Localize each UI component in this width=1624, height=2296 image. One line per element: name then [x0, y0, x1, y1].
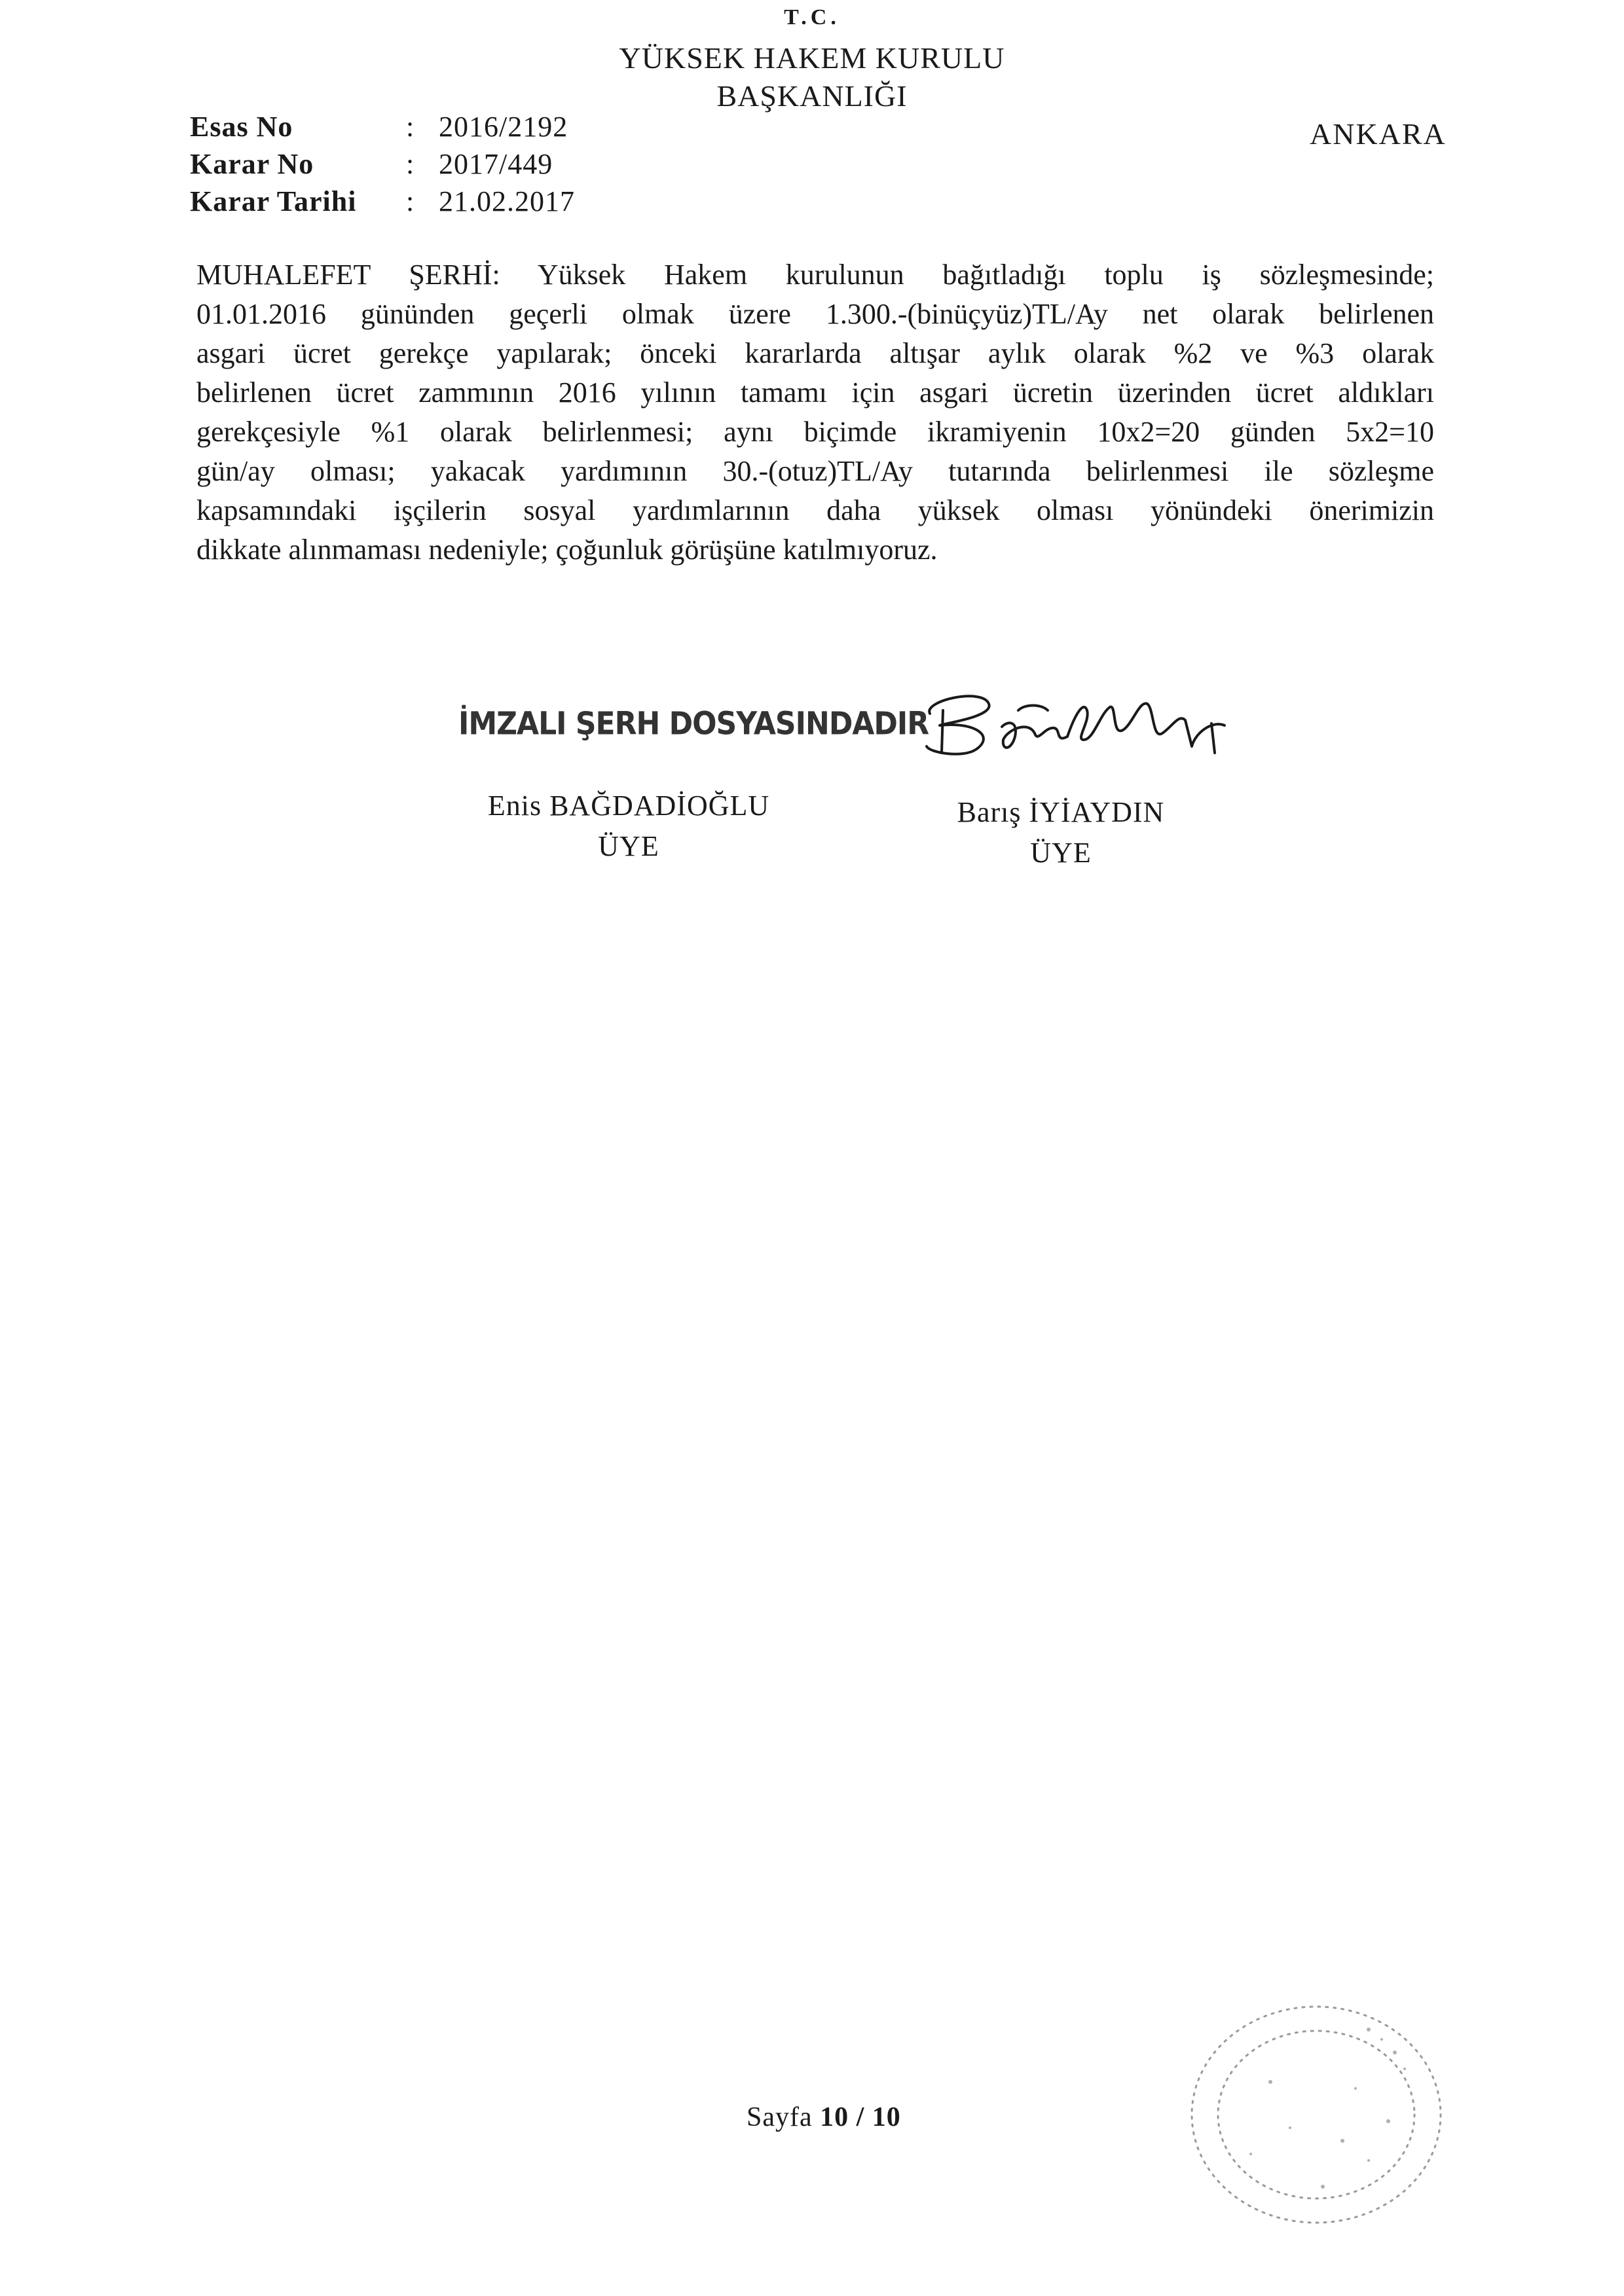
header-tc: T.C. [784, 5, 840, 29]
header-institution [458, 39, 1166, 115]
body-line: belirlenen ücret zammının 2016 yılının tamamı için asgari ücretin üzerinden ücret aldıkları [196, 376, 1434, 409]
body-line: asgari ücret gerekçe yapılarak; önceki kararlarda altışar aylık olarak %2 ve %3 olarak [196, 337, 1434, 369]
tarih-separator: : [406, 185, 415, 217]
esas-row [190, 108, 575, 145]
signatory-left-name: Enis BAĞDADİOĞLU [487, 790, 770, 822]
signatory-right-title: ÜYE [1030, 837, 1092, 869]
body-line: dikkate alınmaması nedeniyle; çoğunluk görüşüne katılmıyoruz. [196, 534, 938, 566]
city-label: ANKARA [1310, 117, 1447, 151]
page-number: 10 / 10 [820, 2102, 901, 2132]
esas-label: Esas No [190, 111, 293, 143]
karar-label: Karar No [190, 148, 314, 180]
karar-value: 2017/449 [439, 148, 553, 180]
karar-separator: : [406, 148, 415, 180]
body-line: gerekçesiyle %1 olarak belirlenmesi; aynı biçimde ikramiyenin 10x2=20 günden 5x2=10 [196, 416, 1434, 448]
tarih-label: Karar Tarihi [190, 185, 357, 217]
signatory-left-title: ÜYE [598, 830, 659, 862]
esas-value: 2016/2192 [439, 111, 568, 143]
tarih-value: 21.02.2017 [439, 185, 575, 217]
dissent-paragraph [196, 255, 1434, 570]
handwritten-signature [904, 674, 1244, 773]
case-metadata [190, 108, 575, 220]
body-line: kapsamındaki işçilerin sosyal yardımlarının daha yüksek olması yönündeki önerimizin [196, 494, 1434, 526]
karar-row [190, 145, 575, 183]
signatory-right-name: Barış İYİAYDIN [957, 796, 1165, 828]
body-line: 01.01.2016 gününden geçerli olmak üzere 1.300.-(binüçyüz)TL/Ay net olarak belirlenen [196, 298, 1434, 330]
official-seal [1172, 1990, 1460, 2239]
header-title-line1: YÜKSEK HAKEM KURULU [619, 41, 1005, 75]
body-line: MUHALEFET ŞERHİ: Yüksek Hakem kurulunun bağıtladığı toplu iş sözleşmesinde; [196, 259, 1434, 291]
header-title-line2: BAŞKANLIĞI [716, 79, 908, 113]
signatory-left [452, 786, 805, 867]
esas-separator: : [406, 111, 415, 143]
body-line: gün/ay olması; yakacak yardımının 30.-(otuz)TL/Ay tutarında belirlenmesi ile sözleşme [196, 455, 1434, 487]
signature-stamp: İMZALI ŞERH DOSYASINDADIR [458, 705, 929, 742]
signatory-right [917, 792, 1205, 873]
page-label: Sayfa [747, 2102, 813, 2132]
tarih-row [190, 183, 575, 220]
page-footer [747, 2102, 901, 2133]
